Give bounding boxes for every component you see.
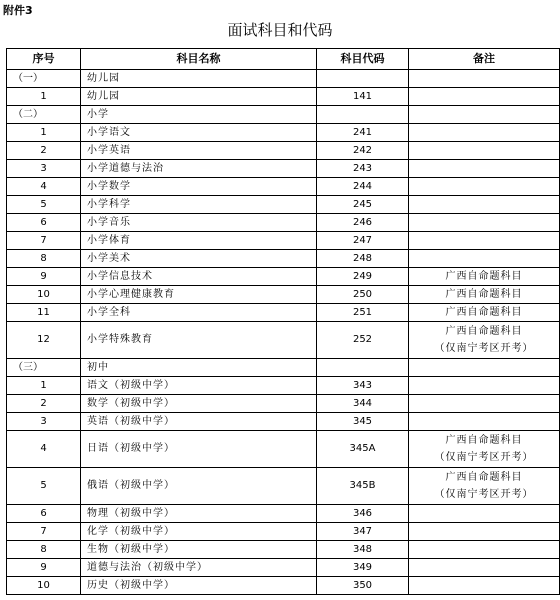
subject-code: 249 <box>317 268 409 286</box>
row-number: 9 <box>7 559 81 577</box>
table-row <box>7 268 560 286</box>
subject-name: 英语（初级中学） <box>81 413 317 431</box>
subject-name: 化学（初级中学） <box>81 523 317 541</box>
remark <box>409 559 560 577</box>
subject-name: 数学（初级中学） <box>81 395 317 413</box>
subject-code: 251 <box>317 304 409 322</box>
remark <box>409 413 560 431</box>
remark <box>409 232 560 250</box>
remark-line: （仅南宁考区开考） <box>434 452 534 463</box>
table-row <box>7 304 560 322</box>
subject-name: 小学道德与法治 <box>81 160 317 178</box>
row-number: 1 <box>7 377 81 395</box>
remark <box>409 124 560 142</box>
remark <box>409 304 560 322</box>
row-number: （二） <box>7 106 81 124</box>
remark <box>409 322 560 359</box>
subject-name: 生物（初级中学） <box>81 541 317 559</box>
row-number: 4 <box>7 431 81 468</box>
row-number: 3 <box>7 413 81 431</box>
table-row <box>7 395 560 413</box>
table-row <box>7 142 560 160</box>
header-note: 备注 <box>409 49 560 70</box>
table-row <box>7 322 560 359</box>
table-row <box>7 559 560 577</box>
group-row <box>7 106 560 124</box>
subject-name: 初中 <box>81 359 317 377</box>
row-number: （一） <box>7 70 81 88</box>
subject-code: 345B <box>317 468 409 505</box>
remark <box>409 395 560 413</box>
subject-name: 小学美术 <box>81 250 317 268</box>
row-number: 5 <box>7 468 81 505</box>
table-row <box>7 523 560 541</box>
subject-name: 小学信息技术 <box>81 268 317 286</box>
row-number: 2 <box>7 395 81 413</box>
remark <box>409 468 560 505</box>
subject-name: 小学科学 <box>81 196 317 214</box>
row-number: 11 <box>7 304 81 322</box>
table-row <box>7 196 560 214</box>
table-row <box>7 160 560 178</box>
remark-line: 广西自命题科目 <box>445 326 523 337</box>
group-row <box>7 359 560 377</box>
subject-code: 241 <box>317 124 409 142</box>
subject-name: 日语（初级中学） <box>81 431 317 468</box>
remark <box>409 250 560 268</box>
row-number: 2 <box>7 142 81 160</box>
subject-code <box>317 359 409 377</box>
subject-code-table <box>6 48 560 595</box>
subject-code: 246 <box>317 214 409 232</box>
remark <box>409 142 560 160</box>
remark <box>409 523 560 541</box>
page-title: 面试科目和代码 <box>227 21 333 39</box>
row-number: 9 <box>7 268 81 286</box>
subject-code: 243 <box>317 160 409 178</box>
table-row <box>7 541 560 559</box>
subject-name: 小学心理健康教育 <box>81 286 317 304</box>
remark <box>409 160 560 178</box>
subject-name: 物理（初级中学） <box>81 505 317 523</box>
row-number: 12 <box>7 322 81 359</box>
remark <box>409 286 560 304</box>
subject-code: 250 <box>317 286 409 304</box>
table-row <box>7 124 560 142</box>
table-row <box>7 250 560 268</box>
subject-code: 344 <box>317 395 409 413</box>
subject-name: 语文（初级中学） <box>81 377 317 395</box>
remark-line: 广西自命题科目 <box>445 435 523 446</box>
row-number: 10 <box>7 286 81 304</box>
subject-code: 245 <box>317 196 409 214</box>
row-number: 7 <box>7 523 81 541</box>
remark <box>409 196 560 214</box>
subject-name: 小学特殊教育 <box>81 322 317 359</box>
table-row <box>7 413 560 431</box>
subject-code: 349 <box>317 559 409 577</box>
remark-line: 广西自命题科目 <box>445 289 523 300</box>
subject-name: 小学全科 <box>81 304 317 322</box>
row-number: 6 <box>7 505 81 523</box>
subject-code: 343 <box>317 377 409 395</box>
subject-code: 345 <box>317 413 409 431</box>
table-header-row <box>7 49 560 70</box>
remark <box>409 88 560 106</box>
row-number: 4 <box>7 178 81 196</box>
table-row <box>7 577 560 595</box>
row-number: 10 <box>7 577 81 595</box>
remark <box>409 214 560 232</box>
table-row <box>7 286 560 304</box>
subject-name: 幼儿园 <box>81 88 317 106</box>
row-number: 7 <box>7 232 81 250</box>
subject-code: 345A <box>317 431 409 468</box>
row-number: 6 <box>7 214 81 232</box>
remark-line: （仅南宁考区开考） <box>434 343 534 354</box>
remark <box>409 268 560 286</box>
remark-line: （仅南宁考区开考） <box>434 489 534 500</box>
row-number: 1 <box>7 124 81 142</box>
group-row <box>7 70 560 88</box>
subject-name: 小学英语 <box>81 142 317 160</box>
subject-name: 小学体育 <box>81 232 317 250</box>
subject-name: 历史（初级中学） <box>81 577 317 595</box>
subject-code: 346 <box>317 505 409 523</box>
remark <box>409 541 560 559</box>
remark <box>409 359 560 377</box>
remark-line: 广西自命题科目 <box>445 307 523 318</box>
row-number: 5 <box>7 196 81 214</box>
remark-line: 广西自命题科目 <box>445 472 523 483</box>
row-number: 8 <box>7 541 81 559</box>
subject-code: 350 <box>317 577 409 595</box>
subject-code: 248 <box>317 250 409 268</box>
subject-name: 小学数学 <box>81 178 317 196</box>
subject-code: 348 <box>317 541 409 559</box>
subject-code: 242 <box>317 142 409 160</box>
header-name: 科目名称 <box>81 49 317 70</box>
remark <box>409 70 560 88</box>
table-row <box>7 214 560 232</box>
row-number: 8 <box>7 250 81 268</box>
table-row <box>7 468 560 505</box>
table-row <box>7 88 560 106</box>
row-number: 1 <box>7 88 81 106</box>
subject-code: 347 <box>317 523 409 541</box>
remark <box>409 431 560 468</box>
table-row <box>7 178 560 196</box>
remark <box>409 577 560 595</box>
subject-code <box>317 106 409 124</box>
remark <box>409 505 560 523</box>
subject-code: 141 <box>317 88 409 106</box>
table-row <box>7 505 560 523</box>
row-number: 3 <box>7 160 81 178</box>
table-row <box>7 377 560 395</box>
header-no: 序号 <box>7 49 81 70</box>
remark <box>409 178 560 196</box>
header-code: 科目代码 <box>317 49 409 70</box>
subject-name: 幼儿园 <box>81 70 317 88</box>
subject-code: 252 <box>317 322 409 359</box>
remark <box>409 377 560 395</box>
attachment-label: 附件3 <box>3 4 33 17</box>
subject-name: 俄语（初级中学） <box>81 468 317 505</box>
subject-name: 小学音乐 <box>81 214 317 232</box>
subject-code: 247 <box>317 232 409 250</box>
row-number: （三） <box>7 359 81 377</box>
subject-name: 道德与法治（初级中学） <box>81 559 317 577</box>
table-row <box>7 431 560 468</box>
remark <box>409 106 560 124</box>
subject-name: 小学语文 <box>81 124 317 142</box>
subject-name: 小学 <box>81 106 317 124</box>
subject-code: 244 <box>317 178 409 196</box>
subject-code <box>317 70 409 88</box>
remark-line: 广西自命题科目 <box>445 271 523 282</box>
table-row <box>7 232 560 250</box>
